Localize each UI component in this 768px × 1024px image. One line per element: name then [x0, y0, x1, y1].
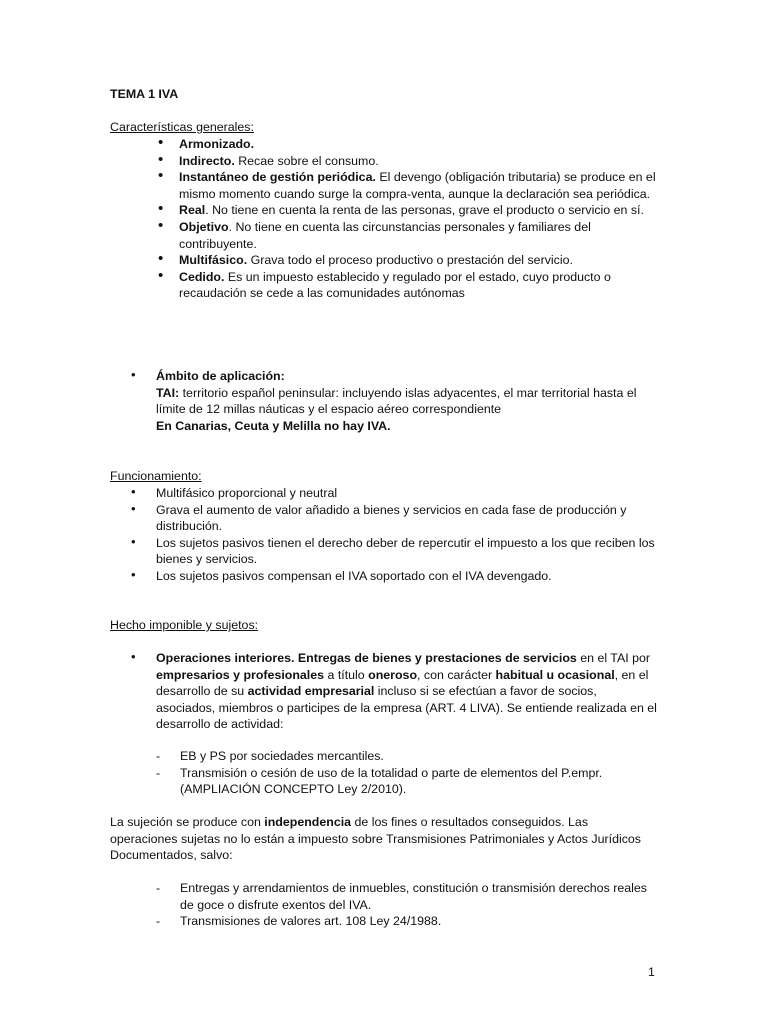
list-item: - Transmisión o cesión de uso de la totalidad o parte de elementos del P.empr. (AMPLIACIÓN CONCEPTO Ley 2/2010).: [110, 765, 658, 798]
section-heading-hecho-imponible: Hecho imponible y sujetos:: [110, 618, 259, 632]
list-item: • Grava el aumento de valor añadido a bienes y servicios en cada fase de producción y distribución.: [110, 502, 658, 535]
list-item: • Los sujetos pasivos compensan el IVA soportado con el IVA devengado.: [110, 568, 658, 585]
list-item: - Transmisiones de valores art. 108 Ley 24/1988.: [110, 913, 658, 930]
hecho-list: [110, 650, 658, 733]
funcionamiento-list: [110, 485, 658, 585]
section-heading-caracteristicas: Características generales:: [110, 120, 254, 134]
caracteristicas-list: [110, 136, 658, 302]
list-item: • Instantáneo de gestión periódica. El devengo (obligación tributaria) se produce en el mismo momento cuando surge la compra-venta, aunque la declaración sea periódica.: [110, 169, 658, 202]
list-item: • Objetivo. No tiene en cuenta las circunstancias personales y familiares del contribuyente.: [110, 219, 658, 252]
sujecion-paragraph: La sujeción se produce con independencia de los fines o resultados conseguidos. Las operaciones sujetas no lo están a impuesto sobre Transmisiones Patrimoniales y Actos Jurídicos Documentados, salvo:: [110, 815, 641, 863]
canarias-note: En Canarias, Ceuta y Melilla no hay IVA.: [156, 418, 391, 433]
section-heading-funcionamiento: Funcionamiento:: [110, 469, 202, 483]
tai-label: TAI:: [156, 385, 180, 400]
ambito-heading: Ámbito de aplicación:: [156, 369, 285, 383]
ambito-list: [110, 368, 658, 434]
document-title: TEMA 1 IVA: [110, 87, 179, 101]
list-item: • Multifásico proporcional y neutral: [110, 485, 658, 502]
page-number: 1: [648, 965, 655, 979]
list-item: [110, 368, 658, 434]
list-item: • Multifásico. Grava todo el proceso productivo o prestación del servicio.: [110, 252, 658, 269]
list-item: • Indirecto. Recae sobre el consumo.: [110, 153, 658, 170]
list-item: • Operaciones interiores. Entregas de bienes y prestaciones de servicios en el TAI por empresarios y profesionales a título oneroso, con carácter habitual u ocasional, en el desarrollo de su actividad empresarial incluso si se efectúan a favor de socios, asociados, miembros o participes de la empresa (ART. 4 LIVA). Se entiende realizada en el desarrollo de actividad:: [110, 650, 658, 733]
list-item: • Armonizado.: [110, 136, 658, 153]
list-item: - Entregas y arrendamientos de inmuebles, constitución o transmisión derechos reales de goce o disfrute exentos del IVA.: [110, 880, 658, 913]
salvo-dash-list: [110, 880, 658, 930]
tai-text: territorio español peninsular: incluyendo islas adyacentes, el mar territorial hasta el límite de 12 millas náuticas y el espacio aéreo correspondiente: [156, 385, 637, 417]
actividad-dash-list: [110, 748, 658, 798]
list-item: - EB y PS por sociedades mercantiles.: [110, 748, 658, 765]
list-item: • Real. No tiene en cuenta la renta de las personas, grave el producto o servicio en sí.: [110, 202, 658, 219]
list-item: • Los sujetos pasivos tienen el derecho deber de repercutir el impuesto a los que reciben los bienes y servicios.: [110, 535, 658, 568]
list-item: • Cedido. Es un impuesto establecido y regulado por el estado, cuyo producto o recaudación se cede a las comunidades autónomas: [110, 269, 658, 302]
